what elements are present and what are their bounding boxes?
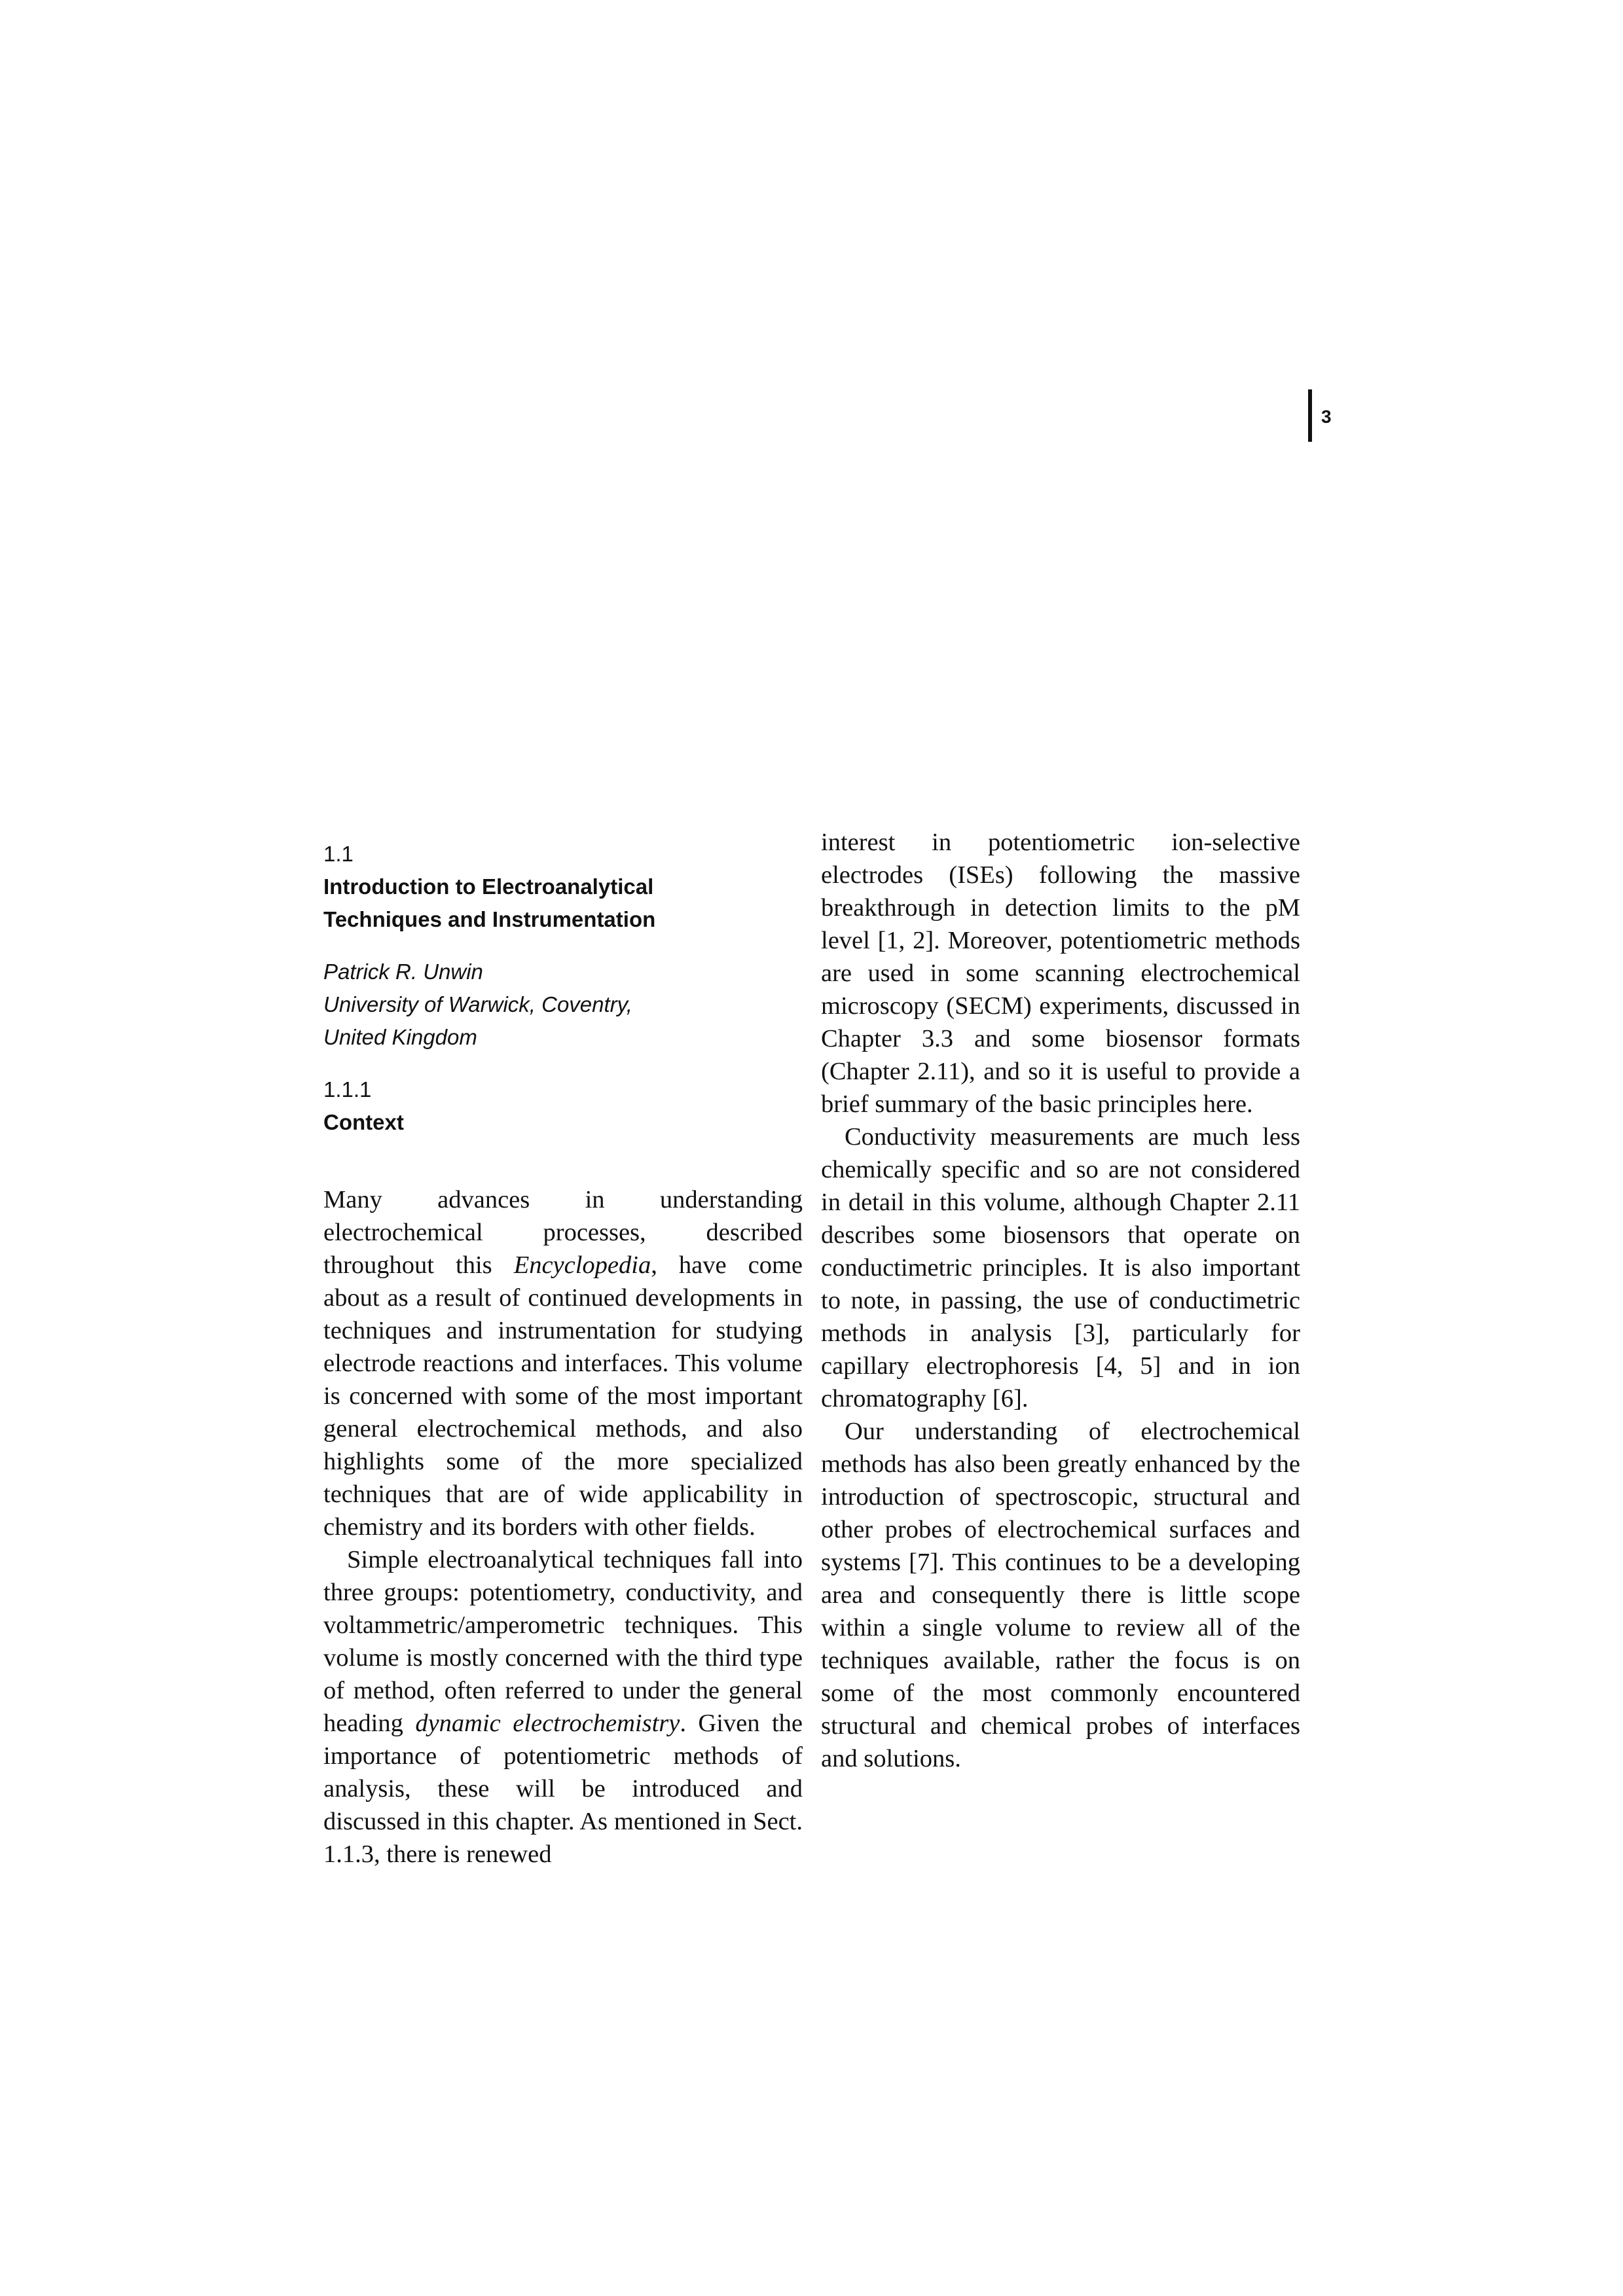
- paragraph-1-text-b: , have come about as a result of continued developments in techniques and instrumentation for studying electrode reactions and interfaces. This volume is concerned with some of the most important general electrochemical methods, and also highlights some of the more specialized techniques that are of wide applicability in chemistry and its borders with other fields.: [323, 1251, 803, 1541]
- author-name: Patrick R. Unwin: [323, 960, 483, 984]
- page-number-bar: [1308, 389, 1312, 442]
- affiliation-line-1: University of Warwick, Coventry,: [323, 992, 632, 1016]
- paragraph-3: Conductivity measurements are much less chemically specific and so are not considered in detail in this volume, although Chapter 2.11 describes some biosensors that operate on conductimetric principles. It is also important to note, in passing, the use of conductimetric methods in analysis [3], particularly for capillary electrophoresis [4, 5] and in ion chromatography [6].: [821, 1123, 1300, 1412]
- affiliation-line-2: United Kingdom: [323, 1025, 477, 1049]
- paragraph-2-text-b: . Given the importance of potentiometric methods of analysis, these will be introduced and discussed in this chapter. As mentioned in Sect. 1.1.3, there is renewed: [323, 1710, 803, 1868]
- left-column: [323, 838, 803, 1871]
- paragraph-2-continued: interest in potentiometric ion-selective electrodes (ISEs) following the massive breakthrough in detection limits to the pM level [1, 2]. Moreover, potentiometric methods are used in some scanning electrochemical microscopy (SECM) experiments, discussed in Chapter 3.3 and some biosensor formats (Chapter 2.11), and so it is useful to provide a brief summary of the basic principles here.: [821, 829, 1300, 1118]
- author-block: [323, 956, 803, 1054]
- paragraph-1-text-a: Many advances in understanding electrochemical processes, described throughout this: [323, 1186, 803, 1279]
- paragraph-2-emphasis: dynamic electrochemistry: [415, 1710, 680, 1737]
- paragraph-4: Our understanding of electrochemical methods has also been greatly enhanced by the introduction of spectroscopic, structural and other probes of electrochemical surfaces and systems [7]. This continues to be a developing area and consequently there is little scope within a single volume to review all of the techniques available, rather the focus is on some of the most commonly encountered structural and chemical probes of interfaces and solutions.: [821, 1418, 1300, 1772]
- chapter-title-line-2: Techniques and Instrumentation: [323, 907, 656, 931]
- section-heading: [323, 1073, 803, 1139]
- page-number: 3: [1321, 406, 1332, 427]
- paragraph-1: [323, 1183, 803, 1543]
- right-column: [821, 826, 1300, 1775]
- paragraph-2: [323, 1543, 803, 1871]
- section-number: 1.1.1: [323, 1077, 372, 1102]
- chapter-number: 1.1: [323, 842, 354, 866]
- page-number-marker: [1308, 389, 1332, 442]
- chapter-title-line-1: Introduction to Electroanalytical: [323, 874, 654, 899]
- paragraph-2-text-a: Simple electroanalytical techniques fall into three groups: potentiometry, conductivity, and voltammetric/amperometric techniques. This volume is mostly concerned with the third type of method, often referred to under the general heading: [323, 1546, 803, 1737]
- chapter-heading: [323, 838, 803, 936]
- paragraph-1-emphasis: Encyclopedia: [513, 1251, 651, 1279]
- section-title: Context: [323, 1110, 404, 1134]
